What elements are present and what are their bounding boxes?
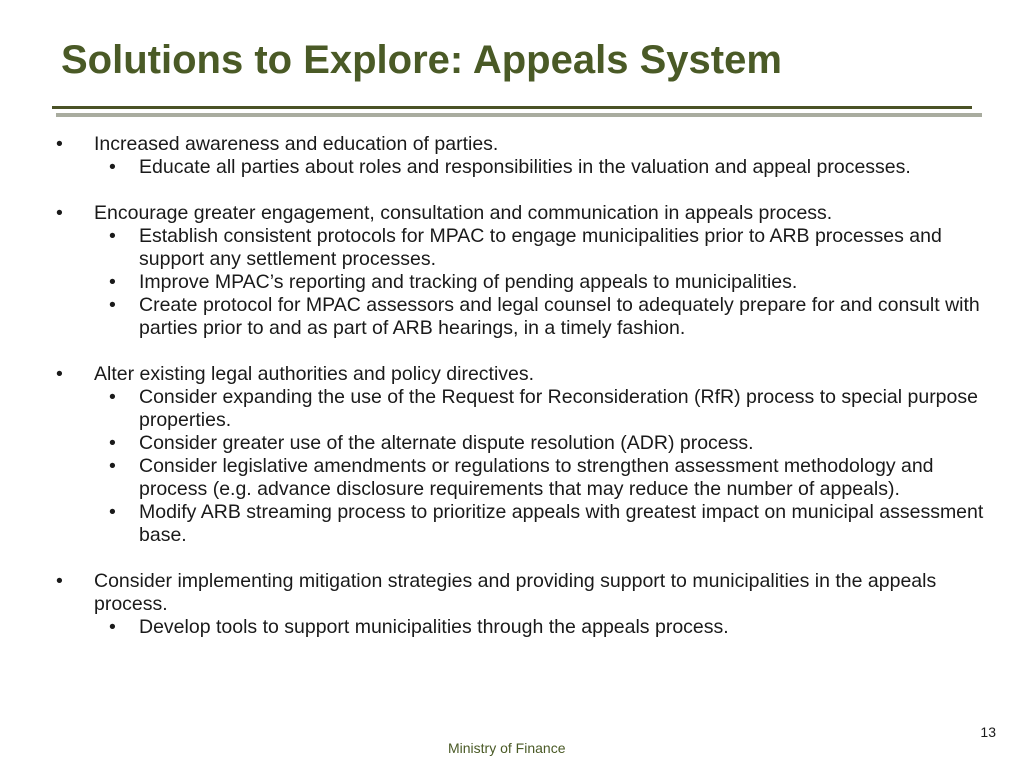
sub-bullet-text: Consider greater use of the alternate dispute resolution (ADR) process. (139, 432, 754, 454)
bullet-item (54, 570, 984, 616)
bullet-icon: • (109, 455, 116, 477)
sub-bullet-item (54, 271, 984, 294)
sub-bullet-text: Educate all parties about roles and responsibilities in the valuation and appeal processes. (139, 156, 911, 178)
bullet-icon: • (56, 133, 63, 155)
bullet-item (54, 363, 984, 386)
bullet-group (54, 133, 984, 179)
bullet-icon: • (56, 202, 63, 224)
bullet-list (54, 133, 984, 662)
page-number: 13 (980, 724, 996, 740)
sub-bullet-text: Establish consistent protocols for MPAC to engage municipalities prior to ARB processes and support any settlement processes. (139, 225, 942, 270)
bullet-group (54, 363, 984, 547)
bullet-item (54, 133, 984, 156)
bullet-icon: • (109, 616, 116, 638)
slide-title: Solutions to Explore: Appeals System (61, 38, 782, 82)
sub-bullet-text: Create protocol for MPAC assessors and legal counsel to adequately prepare for and consult with parties prior to and as part of ARB hearings, in a timely fashion. (139, 294, 980, 339)
bullet-icon: • (109, 271, 116, 293)
sub-bullet-item (54, 225, 984, 271)
bullet-item (54, 202, 984, 225)
bullet-group (54, 202, 984, 340)
sub-bullet-item (54, 432, 984, 455)
sub-bullet-item (54, 501, 984, 547)
bullet-icon: • (109, 432, 116, 454)
bullet-text: Increased awareness and education of parties. (94, 133, 499, 155)
title-divider-light (56, 113, 982, 117)
bullet-icon: • (109, 294, 116, 316)
bullet-icon: • (109, 156, 116, 178)
sub-bullet-text: Improve MPAC’s reporting and tracking of pending appeals to municipalities. (139, 271, 798, 293)
sub-bullet-item (54, 616, 984, 639)
bullet-icon: • (109, 386, 116, 408)
sub-bullet-text: Develop tools to support municipalities through the appeals process. (139, 616, 729, 638)
sub-bullet-item (54, 455, 984, 501)
footer-text: Ministry of Finance (448, 740, 566, 756)
bullet-icon: • (56, 570, 63, 592)
bullet-text: Consider implementing mitigation strategies and providing support to municipalities in the appeals process. (94, 570, 937, 615)
bullet-icon: • (109, 501, 116, 523)
bullet-text: Alter existing legal authorities and policy directives. (94, 363, 535, 385)
bullet-icon: • (109, 225, 116, 247)
bullet-icon: • (56, 363, 63, 385)
bullet-text: Encourage greater engagement, consultation and communication in appeals process. (94, 202, 833, 224)
title-divider-dark (52, 106, 972, 109)
sub-bullet-item (54, 386, 984, 432)
sub-bullet-text: Consider expanding the use of the Request for Reconsideration (RfR) process to special purpose properties. (139, 386, 978, 431)
sub-bullet-item (54, 156, 984, 179)
sub-bullet-item (54, 294, 984, 340)
sub-bullet-text: Consider legislative amendments or regulations to strengthen assessment methodology and process (e.g. advance disclosure requirements that may reduce the number of appeals). (139, 455, 934, 500)
bullet-group (54, 570, 984, 639)
sub-bullet-text: Modify ARB streaming process to prioritize appeals with greatest impact on municipal assessment base. (139, 501, 984, 546)
